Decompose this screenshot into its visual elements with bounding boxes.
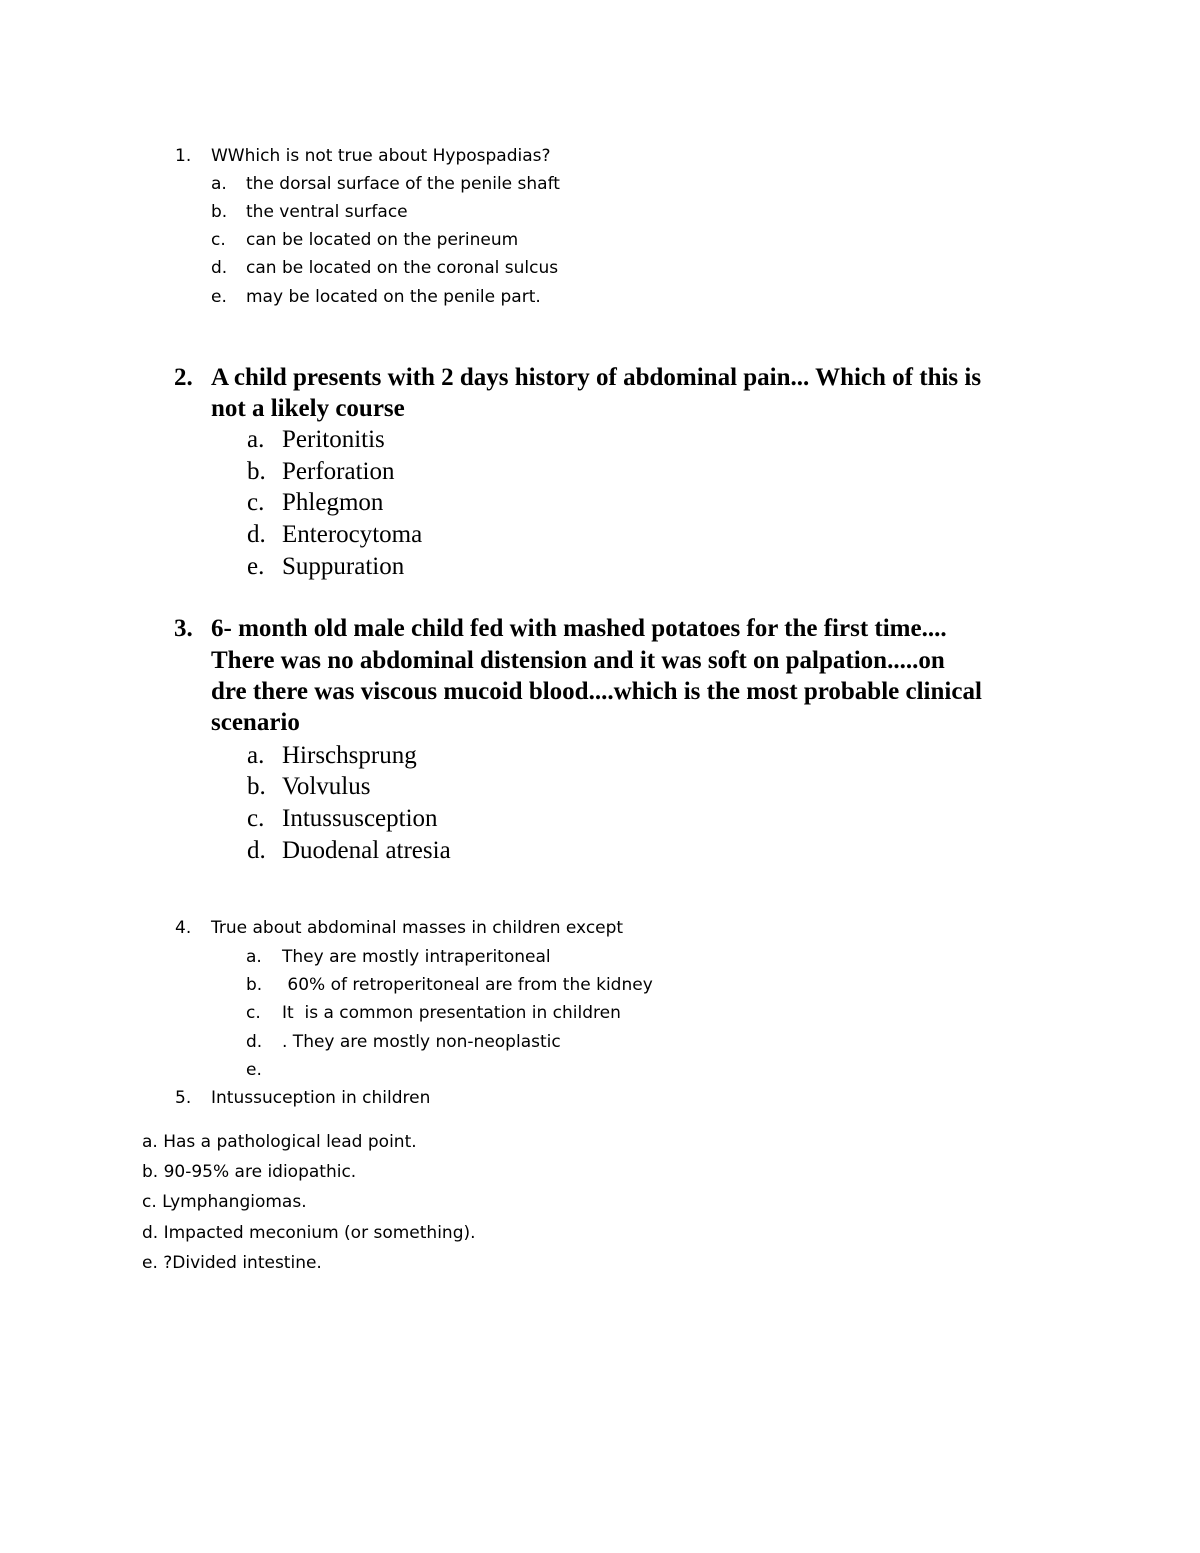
question-text: scenario: [211, 709, 300, 736]
question-text: True about abdominal masses in children except: [211, 918, 624, 938]
option-letter: c.: [246, 1003, 261, 1023]
option-text: Phlegmon: [282, 489, 384, 516]
option-letter: c.: [247, 489, 265, 516]
question-text: WWhich is not true about Hypospadias?: [211, 146, 551, 166]
option-text: can be located on the perineum: [246, 230, 519, 250]
option-text: the ventral surface: [246, 202, 408, 222]
option-text: Duodenal atresia: [282, 837, 451, 864]
option-text: Perforation: [282, 458, 395, 485]
option-text: d. Impacted meconium (or something).: [142, 1223, 476, 1243]
option-text: b. 90-95% are idiopathic.: [142, 1162, 357, 1182]
option-text: e. ?Divided intestine.: [142, 1253, 322, 1273]
option-text: Enterocytoma: [282, 521, 423, 548]
option-text: It is a common presentation in children: [282, 1003, 621, 1023]
option-letter: b.: [247, 773, 266, 800]
option-letter: d.: [247, 837, 266, 864]
option-c: [142, 1188, 307, 1216]
option-text: a. Has a pathological lead point.: [142, 1132, 417, 1152]
option-letter: c.: [211, 230, 226, 250]
option-text: can be located on the coronal sulcus: [246, 258, 559, 278]
question-text: There was no abdominal distension and it was soft on palpation.....on: [211, 647, 945, 674]
option-letter: a.: [247, 426, 265, 453]
option-letter: d.: [246, 1032, 263, 1052]
option-text: Suppuration: [282, 553, 405, 580]
question-number: 4.: [175, 918, 192, 938]
question-text: dre there was viscous mucoid blood....which is the most probable clinical: [211, 678, 982, 705]
option-a: [142, 1128, 417, 1156]
question-number: 5.: [175, 1088, 192, 1108]
option-letter: d.: [211, 258, 228, 278]
option-letter: d.: [247, 521, 266, 548]
option-text: 60% of retroperitoneal are from the kidney: [282, 975, 653, 995]
option-text: . They are mostly non-neoplastic: [282, 1032, 561, 1052]
option-letter: b.: [246, 975, 263, 995]
option-text: Peritonitis: [282, 426, 385, 453]
option-letter: e.: [247, 553, 265, 580]
option-letter: b.: [211, 202, 228, 222]
option-letter: b.: [247, 458, 266, 485]
question-text: A child presents with 2 days history of abdominal pain... Which of this is: [211, 364, 982, 391]
option-text: They are mostly intraperitoneal: [282, 947, 551, 967]
question-text: Intussuception in children: [211, 1088, 431, 1108]
question-number: 3.: [174, 615, 193, 642]
option-text: Hirschsprung: [282, 742, 417, 769]
option-letter: e.: [211, 287, 227, 307]
option-letter: a.: [247, 742, 265, 769]
option-d: [142, 1219, 476, 1247]
option-letter: c.: [247, 805, 265, 832]
option-b: [142, 1158, 356, 1186]
option-letter: a.: [246, 947, 262, 967]
option-letter: e.: [246, 1060, 262, 1080]
option-text: Intussusception: [282, 805, 438, 832]
option-text: c. Lymphangiomas.: [142, 1192, 307, 1212]
option-text: the dorsal surface of the penile shaft: [246, 174, 560, 194]
question-text: not a likely course: [211, 395, 405, 422]
option-letter: a.: [211, 174, 227, 194]
question-text: 6- month old male child fed with mashed potatoes for the first time....: [211, 615, 947, 642]
question-number: 1.: [175, 146, 192, 166]
option-text: Volvulus: [282, 773, 371, 800]
question-number: 2.: [174, 364, 193, 391]
option-text: may be located on the penile part.: [246, 287, 541, 307]
option-e: [142, 1249, 322, 1277]
